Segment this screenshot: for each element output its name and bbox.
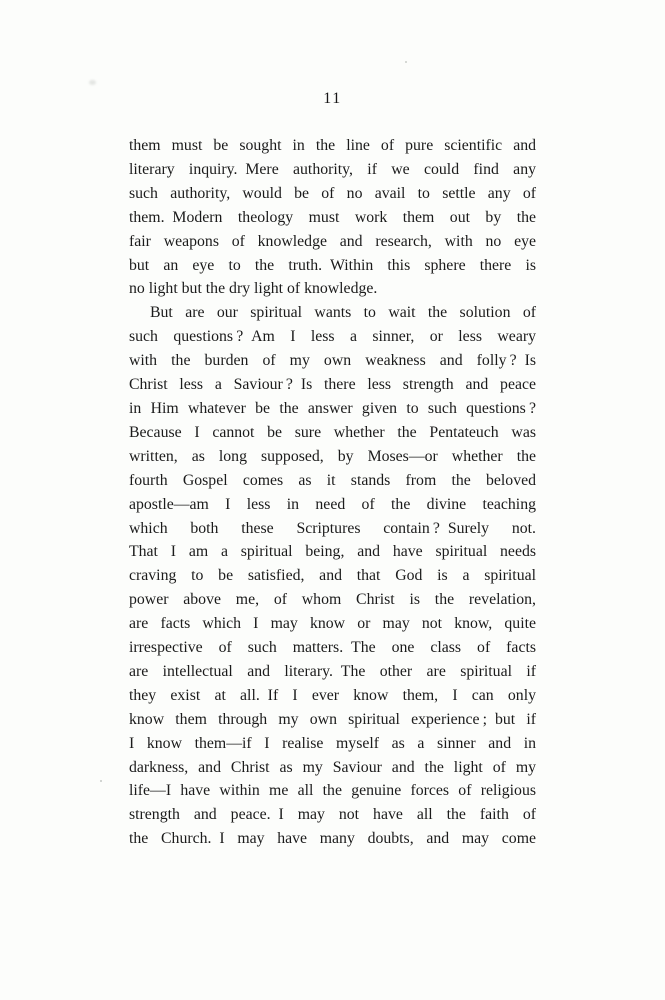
text-line: know them through my own spiritual experience ; but if [129, 710, 536, 728]
text-line: That I am a spiritual being, and have spiritual needs [129, 543, 536, 561]
body-text [129, 134, 536, 851]
text-line: them. Modern theology must work them out by the [129, 208, 536, 226]
scan-speck [405, 61, 407, 63]
text-line: fourth Gospel comes as it stands from the beloved [129, 471, 536, 489]
text-line: no light but the dry light of knowledge. [129, 280, 378, 298]
text-line: life—I have within me all the genuine forces of religious [129, 782, 536, 800]
text-line: are intellectual and literary. The other are spiritual if [129, 662, 536, 680]
text-line: fair weapons of knowledge and research, with no eye [129, 232, 536, 250]
text-line: but an eye to the truth. Within this sphere there is [129, 256, 536, 274]
text-line: the Church. I may have many doubts, and may come [129, 830, 536, 848]
text-line: I know them—if I realise myself as a sinner and in [129, 734, 536, 752]
text-line: with the burden of my own weakness and folly ? Is [129, 352, 536, 370]
text-line: written, as long supposed, by Moses—or whether the [129, 447, 536, 465]
paragraph [129, 134, 536, 301]
scan-speck [89, 80, 96, 85]
paragraph [129, 301, 536, 851]
text-line: strength and peace. I may not have all the faith of [129, 806, 536, 824]
text-line: literary inquiry. Mere authority, if we could find any [129, 160, 536, 178]
text-line: they exist at all. If I ever know them, I can only [129, 686, 536, 704]
text-line: such authority, would be of no avail to settle any of [129, 184, 536, 202]
text-line: such questions ? Am I less a sinner, or less weary [129, 328, 536, 346]
text-line: darkness, and Christ as my Saviour and the light of my [129, 758, 536, 776]
text-line: Because I cannot be sure whether the Pentateuch was [129, 423, 536, 441]
text-line: Christ less a Saviour ? Is there less strength and peace [129, 376, 536, 394]
text-line: But are our spiritual wants to wait the solution of [150, 304, 536, 322]
text-line: irrespective of such matters. The one class of facts [129, 639, 536, 657]
text-line: power above me, of whom Christ is the revelation, [129, 591, 536, 609]
text-line: them must be sought in the line of pure scientific and [129, 137, 536, 154]
scan-speck [100, 780, 102, 782]
text-line: which both these Scriptures contain ? Surely not. [129, 519, 536, 537]
page-number: 11 [323, 90, 342, 107]
text-line: craving to be satisfied, and that God is a spiritual [129, 567, 536, 585]
text-line: are facts which I may know or may not know, quite [129, 615, 536, 633]
text-line: apostle—am I less in need of the divine teaching [129, 495, 536, 513]
text-line: in Him whatever be the answer given to such questions ? [129, 399, 536, 417]
